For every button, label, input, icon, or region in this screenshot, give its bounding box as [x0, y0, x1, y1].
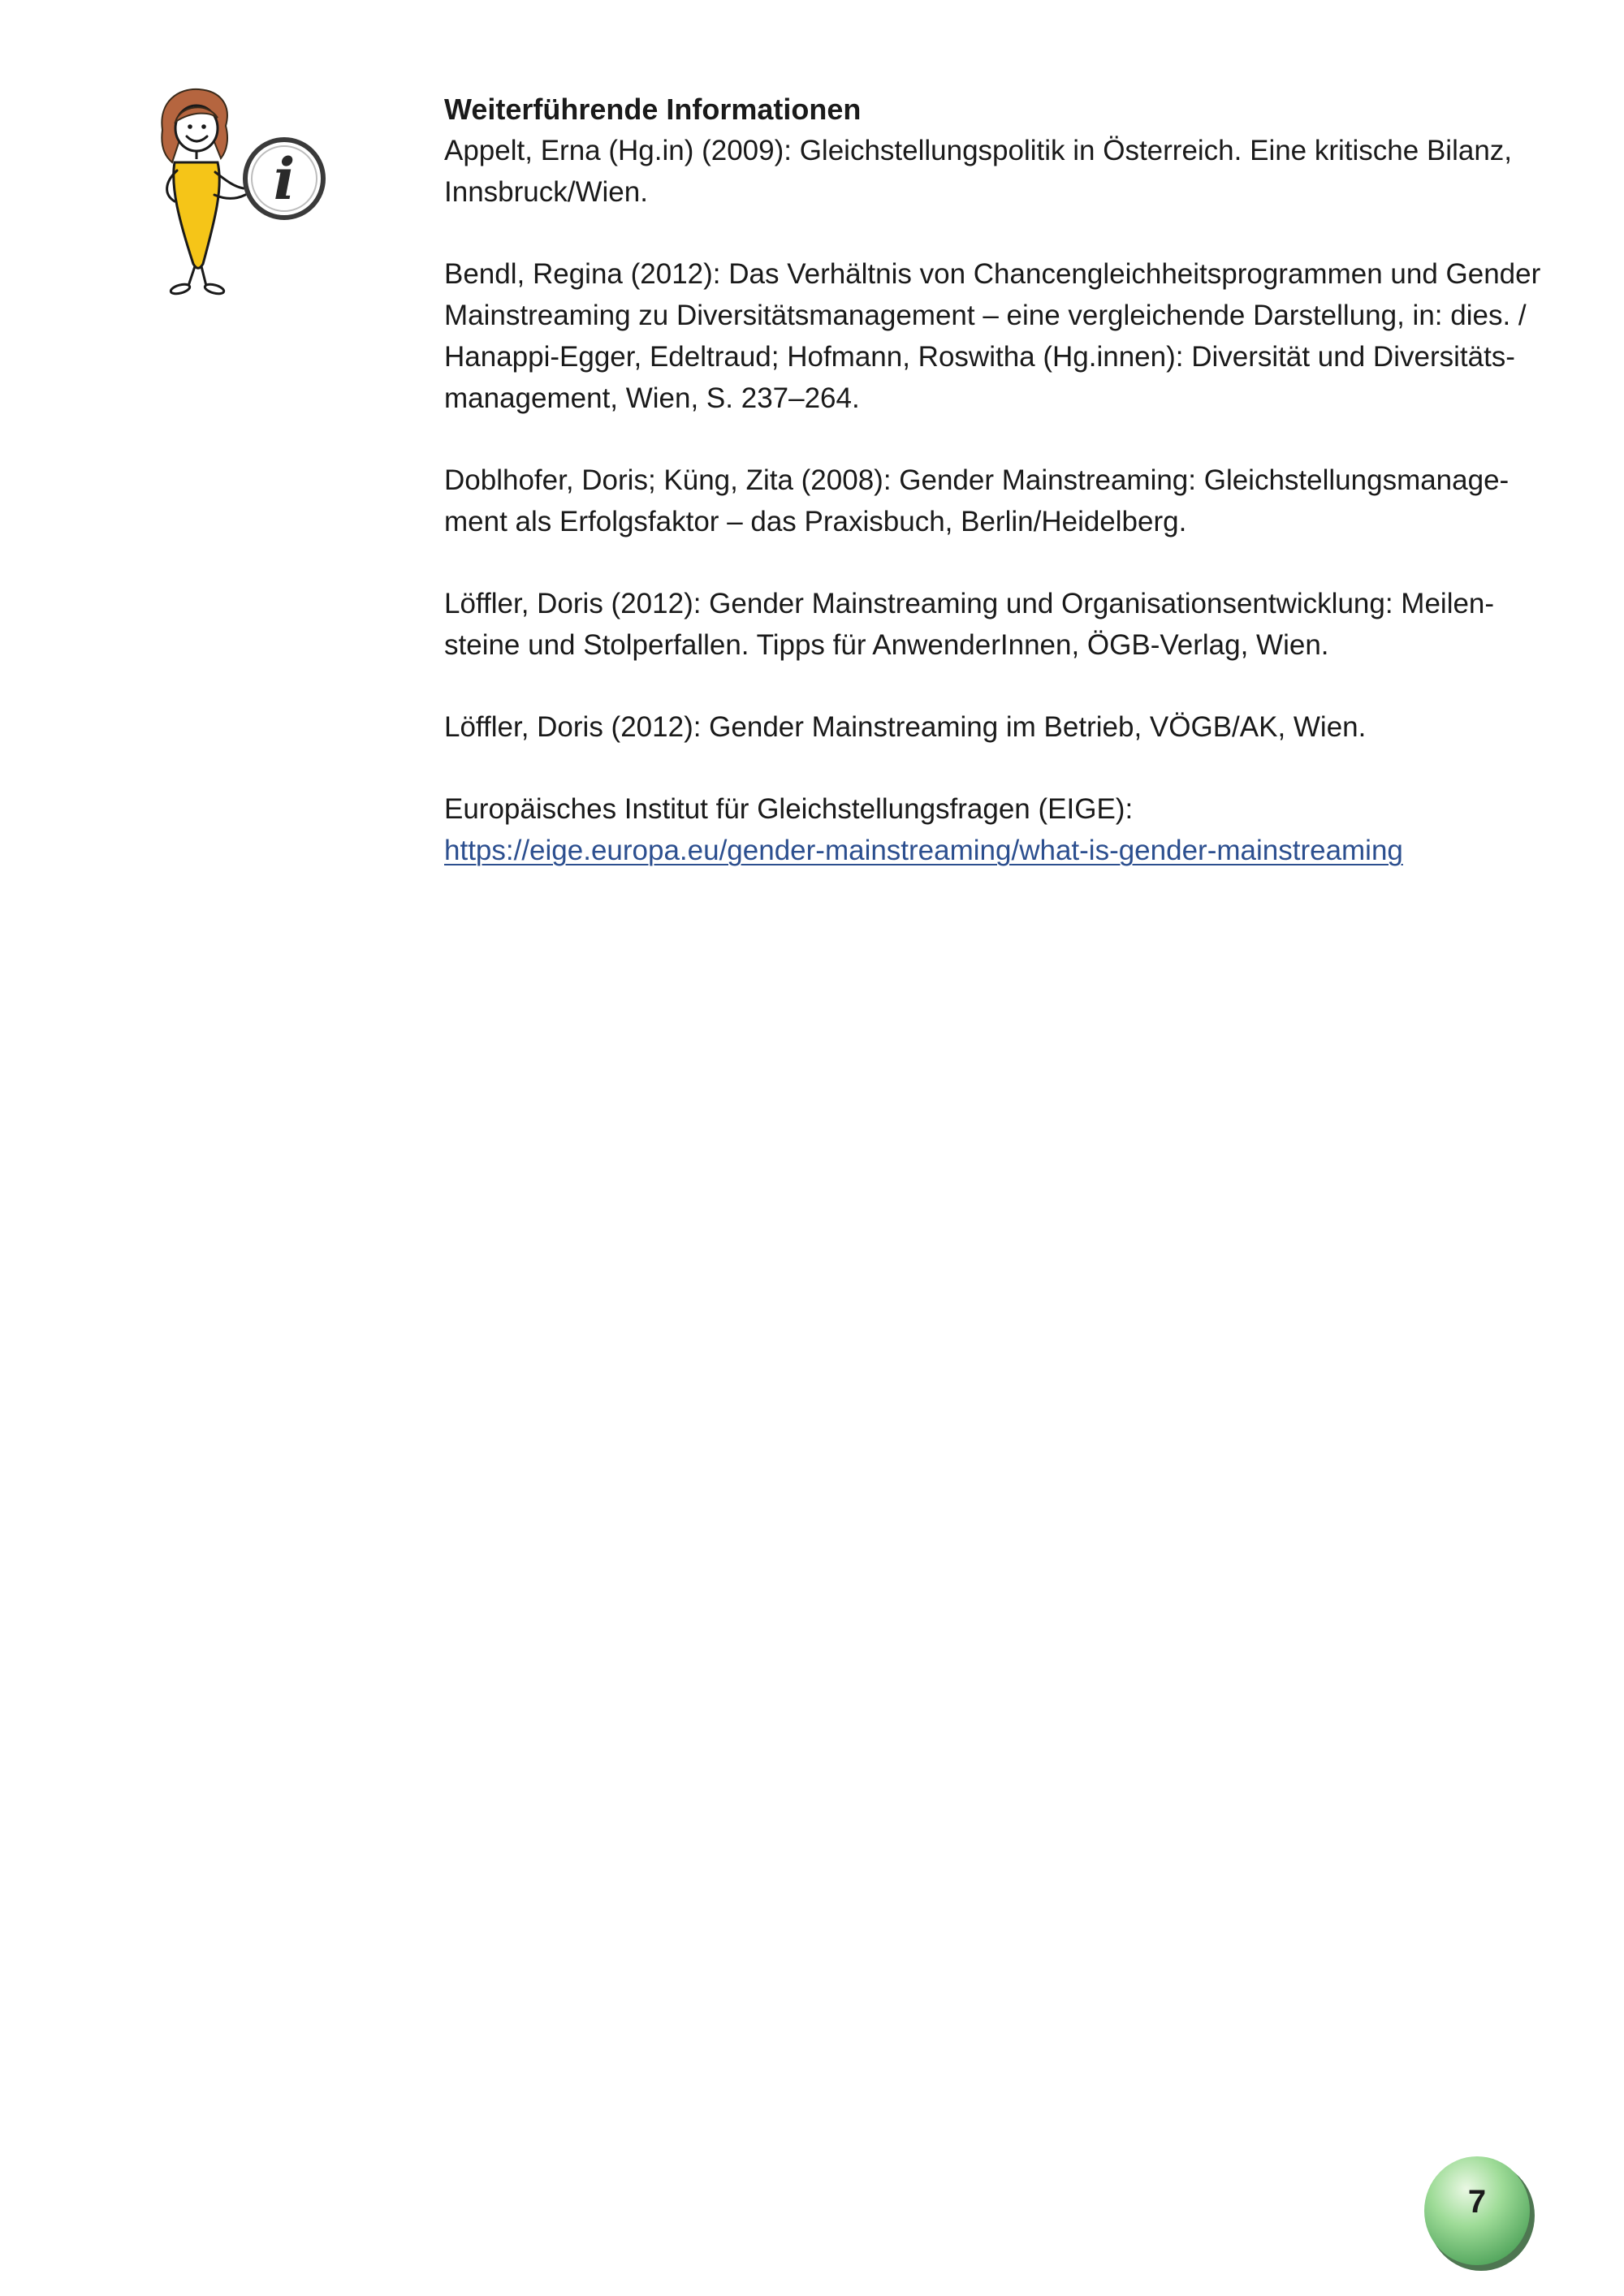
- reference-line: Bendl, Regina (2012): Das Verhältnis von Chancengleichheitsprogrammen und Gender: [444, 258, 1541, 290]
- reference-line: Innsbruck/Wien.: [444, 176, 648, 208]
- page-number: 7: [1467, 2184, 1487, 2220]
- reference-entry: [444, 460, 1540, 542]
- reference-entry: [444, 788, 1540, 871]
- reference-entry: [444, 583, 1540, 666]
- svg-text:i: i: [273, 145, 296, 213]
- reference-line: Löffler, Doris (2012): Gender Mainstreaming im Betrieb, VÖGB/AK, Wien.: [444, 711, 1367, 743]
- reference-line: Doblhofer, Doris; Küng, Zita (2008): Gender Mainstreaming: Gleichstellungsmanage-: [444, 464, 1510, 496]
- reference-line: ment als Erfolgsfaktor – das Praxisbuch, Berlin/Heidelberg.: [444, 506, 1187, 537]
- reference-entry: [444, 706, 1540, 748]
- info-figure-icon: [130, 81, 357, 309]
- reference-line: Hanappi-Egger, Edeltraud; Hofmann, Roswitha (Hg.innen): Diversität und Diversitäts-: [444, 341, 1515, 373]
- references-section: [444, 89, 1540, 912]
- reference-line: Mainstreaming zu Diversitätsmanagement – eine vergleichende Darstellung, in: dies. /: [444, 300, 1527, 331]
- reference-line: Europäisches Institut für Gleichstellungsfragen (EIGE):: [444, 793, 1134, 825]
- section-heading: Weiterführende Informationen: [444, 93, 862, 126]
- eige-link[interactable]: https://eige.europa.eu/gender-mainstreaming/what-is-gender-mainstreaming: [444, 835, 1403, 866]
- reference-line: Löffler, Doris (2012): Gender Mainstreaming und Organisationsentwicklung: Meilen-: [444, 588, 1495, 619]
- reference-line: management, Wien, S. 237–264.: [444, 382, 860, 414]
- reference-line: Appelt, Erna (Hg.in) (2009): Gleichstellungspolitik in Österreich. Eine kritische Bilanz,: [444, 135, 1513, 166]
- reference-line: steine und Stolperfallen. Tipps für AnwenderInnen, ÖGB-Verlag, Wien.: [444, 629, 1329, 661]
- reference-entry: [444, 130, 1540, 213]
- reference-entry: [444, 253, 1540, 419]
